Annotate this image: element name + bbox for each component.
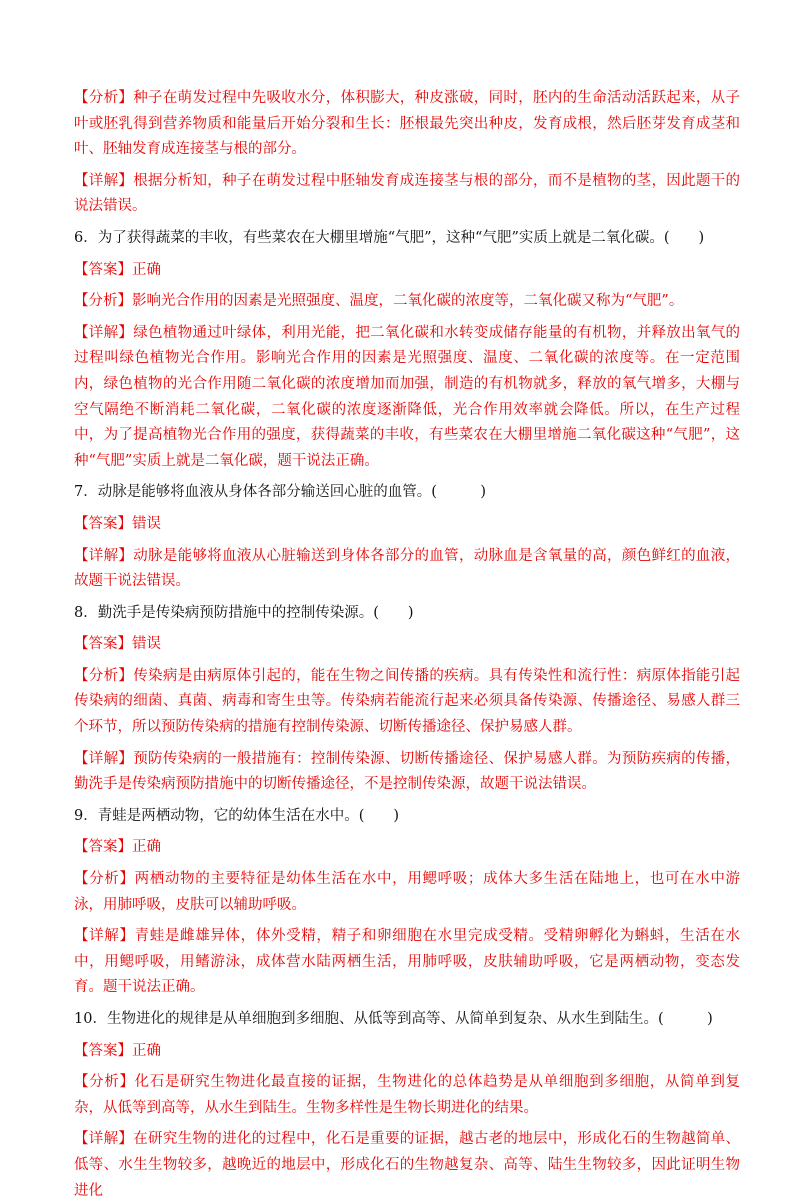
question-8: 8．勤洗手是传染病预防措施中的控制传染源。( ) [74,604,414,621]
explanation-paragraph: 【详解】根据分析知，种子在萌发过程中胚轴发育成连接茎与根的部分，而不是植物的茎，因此题干的说法错误。 [74,172,740,215]
analysis-paragraph: 【分析】化石是研究生物进化最直接的证据，生物进化的总体趋势是从单细胞到多细胞，从简单到复杂，从低等到高等，从水生到陆生。生物多样性是生物长期进化的结果。 [74,1074,740,1116]
answer-label: 【答案】错误 [74,636,161,653]
explanation-paragraph: 【详解】青蛙是雌雄异体，体外受精，精子和卵细胞在水里完成受精。受精卵孵化为蝌蚪，生活在水中，用鳃呼吸，用鳍游泳，成体营水陆两栖生活，用肺呼吸，皮肤辅助呼吸，它是两栖动物，变态发育。题干说法正确。 [74,928,740,996]
question-10: 10．生物进化的规律是从单细胞到多细胞、从低等到高等、从简单到复杂、从水生到陆生。( ) [74,1011,713,1027]
explanation-paragraph: 【详解】绿色植物通过叶绿体，利用光能，把二氧化碳和水转变成储存能量的有机物，并释放出氧气的过程叫绿色植物光合作用。影响光合作用的因素是光照强度、温度、二氧化碳的浓度等。在一定范围内，绿色植物的光合作用随二氧化碳的浓度增加而加强，制造的有机物就多，释放的氧气增多，大棚与空气隔绝不断消耗二氧化碳，二氧化碳的浓度逐渐降低，光合作用效率就会降低。所以，在生产过程中，为了提高植物光合作用的强度，获得蔬菜的丰收，有些菜农在大棚里增施二氧化碳这种“气肥”，这种“气肥”实质上就是二氧化碳，题干说法正确。 [74,324,740,469]
analysis-paragraph: 【分析】种子在萌发过程中先吸收水分，体积膨大，种皮涨破，同时，胚内的生命活动活跃起来，从子叶或胚乳得到营养物质和能量后开始分裂和生长：胚根最先突出种皮，发育成根，然后胚芽发育成茎和叶、胚轴发育成连接茎与根的部分。 [74,90,740,158]
answer-label: 【答案】正确 [74,261,161,278]
explanation-paragraph: 【详解】在研究生物的进化的过程中，化石是重要的证据，越古老的地层中，形成化石的生物越简单、低等、水生生物较多，越晚近的地层中，形成化石的生物越复杂、高等、陆生生物较多，因此证明生物进化 [74,1131,740,1199]
answer-label: 【答案】正确 [74,1042,161,1059]
question-6: 6．为了获得蔬菜的丰收，有些菜农在大棚里增施“气肥”，这种“气肥”实质上就是二氧化碳。( ) [74,229,705,246]
answer-label: 【答案】正确 [74,839,161,856]
analysis-paragraph: 【分析】影响光合作用的因素是光照强度、温度，二氧化碳的浓度等，二氧化碳又称为“气肥”。 [74,293,684,310]
question-7: 7．动脉是能够将血液从身体各部分输送回心脏的血管。( ) [74,484,487,501]
explanation-paragraph: 【详解】预防传染病的一般措施有：控制传染源、切断传播途径、保护易感人群。为预防疾病的传播，勤洗手是传染病预防措施中的切断传播途径，不是控制传染源，故题干说法错误。 [74,750,740,793]
answer-label: 【答案】错误 [74,515,161,532]
question-9: 9．青蛙是两栖动物，它的幼体生活在水中。( ) [74,807,400,824]
document-page [74,86,740,1204]
analysis-paragraph: 【分析】两栖动物的主要特征是幼体生活在水中，用鳃呼吸；成体大多生活在陆地上，也可在水中游泳，用肺呼吸，皮肤可以辅助呼吸。 [74,871,740,913]
analysis-paragraph: 【分析】传染病是由病原体引起的，能在生物之间传播的疾病。具有传染性和流行性：病原体指能引起传染病的细菌、真菌、病毒和寄生虫等。传染病若能流行起来必须具备传染源、传播途径、易感人群三个环节，所以预防传染病的措施有控制传染源、切断传播途径、保护易感人群。 [74,667,740,736]
explanation-paragraph: 【详解】动脉是能够将血液从心脏输送到身体各部分的血管，动脉血是含氧量的高，颜色鲜红的血液，故题干说法错误。 [74,547,740,590]
